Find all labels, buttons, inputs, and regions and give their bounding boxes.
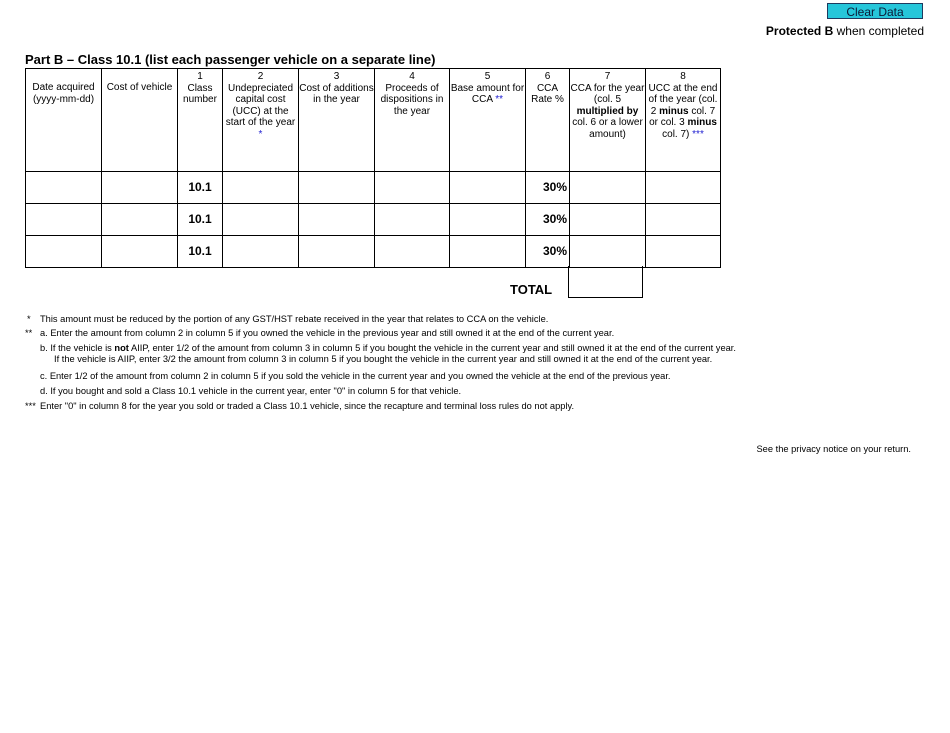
note-b-bold: not <box>114 343 129 353</box>
cca-rate-cell: 30% <box>526 204 570 236</box>
proceeds-cell[interactable] <box>375 172 450 204</box>
note-star2-mark: ** <box>25 328 33 338</box>
note-b-line1 <box>40 343 736 355</box>
total-field[interactable] <box>568 266 643 298</box>
note-star3: Enter "0" in column 8 for the year you sold or traded a Class 10.1 vehicle, since the recapture and terminal loss rules do not apply. <box>40 401 575 411</box>
col-4-header <box>375 69 450 172</box>
col-6-header <box>526 69 570 172</box>
col-7-header <box>570 69 646 172</box>
col-5-number: 5 <box>484 71 491 82</box>
protected-b: Protected B <box>765 24 834 38</box>
note-star1-mark: * <box>27 314 31 324</box>
cca-rate-cell: 30% <box>526 172 570 204</box>
class-number-cell: 10.1 <box>178 236 223 268</box>
cca-year-cell[interactable] <box>570 204 646 236</box>
ucc-end-cell[interactable] <box>646 172 721 204</box>
col-7-label-a: CCA for the year (col. 5 <box>570 82 645 105</box>
protected-label <box>766 24 924 38</box>
col-8-header <box>646 69 721 172</box>
table-row <box>26 236 721 268</box>
class-10-1-table <box>25 68 721 268</box>
col-8-label-e: col. 7) <box>662 128 690 140</box>
cca-year-cell[interactable] <box>570 172 646 204</box>
date-cell[interactable] <box>26 172 102 204</box>
col-4-number: 4 <box>409 71 415 82</box>
ucc-end-cell[interactable] <box>646 236 721 268</box>
cca-rate-cell: 30% <box>526 236 570 268</box>
col-1-label: Class number <box>183 82 217 105</box>
header-row <box>26 69 721 172</box>
note-b-post: AIIP, enter 1/2 of the amount from column 3 in column 5 if you bought the vehicle in the current year and still owned it at the end of the current year. <box>128 343 736 353</box>
additions-cell[interactable] <box>299 172 375 204</box>
table-row <box>26 204 721 236</box>
col-3-number: 3 <box>333 71 340 82</box>
total-label: TOTAL <box>510 282 553 297</box>
col-2-number: 2 <box>257 71 264 82</box>
cost-cell[interactable] <box>102 204 178 236</box>
note-d: d. If you bought and sold a Class 10.1 vehicle in the current year, enter "0" in column 5 for that vehicle. <box>40 386 462 396</box>
col-1-number: 1 <box>197 71 203 82</box>
cost-cell[interactable] <box>102 236 178 268</box>
col-8-label-a: UCC at the end of the year (col. 2 <box>648 82 718 117</box>
col-6-number: 6 <box>544 71 551 82</box>
col-3-label: Cost of additions in the year <box>299 82 374 105</box>
privacy-notice: See the privacy notice on your return. <box>756 444 911 454</box>
col-cost-label: Cost of vehicle <box>106 82 173 93</box>
col-3-header <box>299 69 375 172</box>
col-date-label: Date acquired (yyyy-mm-dd) <box>32 82 95 105</box>
col-5-mark: ** <box>495 94 504 105</box>
col-5-label: Base amount for CCA <box>450 82 525 105</box>
col-4-label: Proceeds of dispositions in the year <box>380 82 444 117</box>
clear-data-button[interactable]: Clear Data <box>827 3 923 19</box>
col-date-header <box>26 69 102 172</box>
col-8-mark: *** <box>692 128 704 140</box>
class-number-cell: 10.1 <box>178 204 223 236</box>
table-row <box>26 172 721 204</box>
additions-cell[interactable] <box>299 204 375 236</box>
ucc-start-cell[interactable] <box>223 204 299 236</box>
base-amount-cell[interactable] <box>450 204 526 236</box>
ucc-start-cell[interactable] <box>223 236 299 268</box>
col-8-label-d: minus <box>687 117 717 128</box>
col-2-label: Undepreciated capital cost (UCC) at the start of the year <box>225 82 296 128</box>
col-6-label: CCA Rate % <box>531 82 564 105</box>
base-amount-cell[interactable] <box>450 236 526 268</box>
note-star1: This amount must be reduced by the portion of any GST/HST rebate received in the year that relates to CCA on the vehicle. <box>40 314 549 324</box>
col-8-label-c: col. 7 or col. 3 <box>649 105 716 128</box>
ucc-end-cell[interactable] <box>646 204 721 236</box>
proceeds-cell[interactable] <box>375 236 450 268</box>
date-cell[interactable] <box>26 204 102 236</box>
note-a: a. Enter the amount from column 2 in column 5 if you owned the vehicle in the previous year and still owned it at the end of the current year. <box>40 328 615 338</box>
col-7-label-b: multiplied by <box>576 105 639 117</box>
col-cost-header <box>102 69 178 172</box>
class-number-cell: 10.1 <box>178 172 223 204</box>
col-1-header <box>178 69 223 172</box>
col-7-number: 7 <box>604 71 611 82</box>
col-8-number: 8 <box>680 71 686 82</box>
note-star3-mark: *** <box>25 401 36 411</box>
col-2-mark: * <box>258 128 263 140</box>
base-amount-cell[interactable] <box>450 172 526 204</box>
part-b-title: Part B – Class 10.1 (list each passenger vehicle on a separate line) <box>25 52 436 67</box>
note-b-line2: If the vehicle is AIIP, enter 3/2 the amount from column 3 in column 5 if you bought the vehicle in the current year and still owned it at the end of the current year. <box>54 354 713 364</box>
col-8-label-b: minus <box>659 105 689 117</box>
protected-when: when completed <box>833 24 924 38</box>
col-2-header <box>223 69 299 172</box>
cost-cell[interactable] <box>102 172 178 204</box>
additions-cell[interactable] <box>299 236 375 268</box>
note-b-pre: b. If the vehicle is <box>40 343 115 353</box>
ucc-start-cell[interactable] <box>223 172 299 204</box>
date-cell[interactable] <box>26 236 102 268</box>
col-7-label-c: col. 6 or a lower amount) <box>572 117 643 140</box>
proceeds-cell[interactable] <box>375 204 450 236</box>
cca-year-cell[interactable] <box>570 236 646 268</box>
col-5-header <box>450 69 526 172</box>
note-c: c. Enter 1/2 of the amount from column 2 in column 5 if you sold the vehicle in the current year and you owned the vehicle at the end of the previous year. <box>40 371 671 381</box>
